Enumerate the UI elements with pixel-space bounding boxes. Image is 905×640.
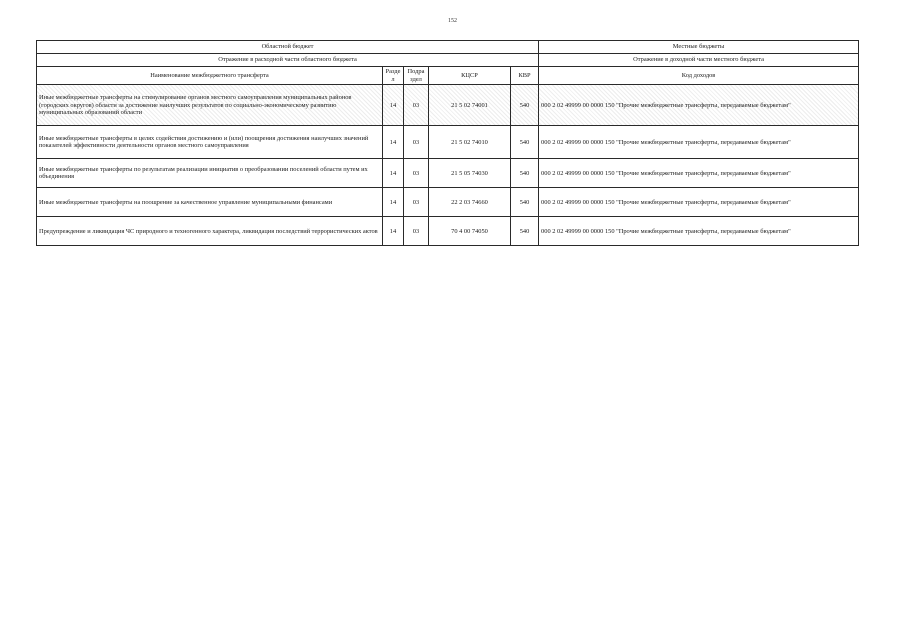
razdel-value: 14 <box>383 126 404 159</box>
col-name-header: Наименование межбюджетного трансферта <box>37 67 383 85</box>
income-code-value: 000 2 02 49999 00 0000 150 "Прочие межбюджетные трансферты, передаваемые бюджетам" <box>539 85 859 126</box>
podrazdel-value: 03 <box>404 159 429 188</box>
razdel-value: 14 <box>383 217 404 246</box>
podrazdel-value: 03 <box>404 188 429 217</box>
col-razdel-header: Разде л <box>383 67 404 85</box>
kcsr-value: 21 5 05 74030 <box>429 159 511 188</box>
razdel-value: 14 <box>383 159 404 188</box>
kvr-value: 540 <box>511 217 539 246</box>
income-code-value: 000 2 02 49999 00 0000 150 "Прочие межбюджетные трансферты, передаваемые бюджетам" <box>539 188 859 217</box>
header-row-budgets <box>37 41 859 54</box>
col-podrazdel-header: Подра здел <box>404 67 429 85</box>
kcsr-value: 21 5 02 74010 <box>429 126 511 159</box>
income-code-value: 000 2 02 49999 00 0000 150 "Прочие межбюджетные трансферты, передаваемые бюджетам" <box>539 159 859 188</box>
column-header-row <box>37 67 859 85</box>
kcsr-value: 70 4 00 74050 <box>429 217 511 246</box>
transfer-name: Иные межбюджетные трансферты на поощрение за качественное управление муниципальными финансами <box>37 188 383 217</box>
col-income-code-header: Код доходов <box>539 67 859 85</box>
razdel-value: 14 <box>383 85 404 126</box>
header-row-reflection <box>37 54 859 67</box>
income-code-value: 000 2 02 49999 00 0000 150 "Прочие межбюджетные трансферты, передаваемые бюджетам" <box>539 217 859 246</box>
table-row <box>37 217 859 246</box>
transfers-table <box>36 40 859 246</box>
transfer-name: Иные межбюджетные трансферты в целях содействия достижению и (или) поощрения достижения наилучших значений показателей эффективности деятельности органов местного самоуправления <box>37 126 383 159</box>
transfer-name: Предупреждение и ликвидация ЧС природного и техногенного характера, ликвидация последствий террористических актов <box>37 217 383 246</box>
table-row <box>37 159 859 188</box>
col-kvr-header: КВР <box>511 67 539 85</box>
col-kcsr-header: КЦСР <box>429 67 511 85</box>
table-row <box>37 126 859 159</box>
podrazdel-value: 03 <box>404 217 429 246</box>
razdel-value: 14 <box>383 188 404 217</box>
regional-budget-header: Областной бюджет <box>37 41 539 54</box>
kvr-value: 540 <box>511 85 539 126</box>
page-number: 152 <box>448 18 457 24</box>
table-row <box>37 188 859 217</box>
kvr-value: 540 <box>511 126 539 159</box>
local-budgets-header: Местные бюджеты <box>539 41 859 54</box>
kcsr-value: 22 2 03 74660 <box>429 188 511 217</box>
transfer-name: Иные межбюджетные трансферты по результатам реализации инициатив о преобразовании поселений области путем их объединения <box>37 159 383 188</box>
regional-expense-header: Отражение в расходной части областного бюджета <box>37 54 539 67</box>
kvr-value: 540 <box>511 188 539 217</box>
podrazdel-value: 03 <box>404 85 429 126</box>
podrazdel-value: 03 <box>404 126 429 159</box>
income-code-value: 000 2 02 49999 00 0000 150 "Прочие межбюджетные трансферты, передаваемые бюджетам" <box>539 126 859 159</box>
kcsr-value: 21 5 02 74001 <box>429 85 511 126</box>
local-income-header: Отражение в доходной части местного бюджета <box>539 54 859 67</box>
transfer-name: Иные межбюджетные трансферты на стимулирование органов местного самоуправления муниципальных районов (городских округов) области за достижение наилучших результатов по социально-экономическому развитию муниципальных образований области <box>37 85 383 126</box>
kvr-value: 540 <box>511 159 539 188</box>
table-row <box>37 85 859 126</box>
